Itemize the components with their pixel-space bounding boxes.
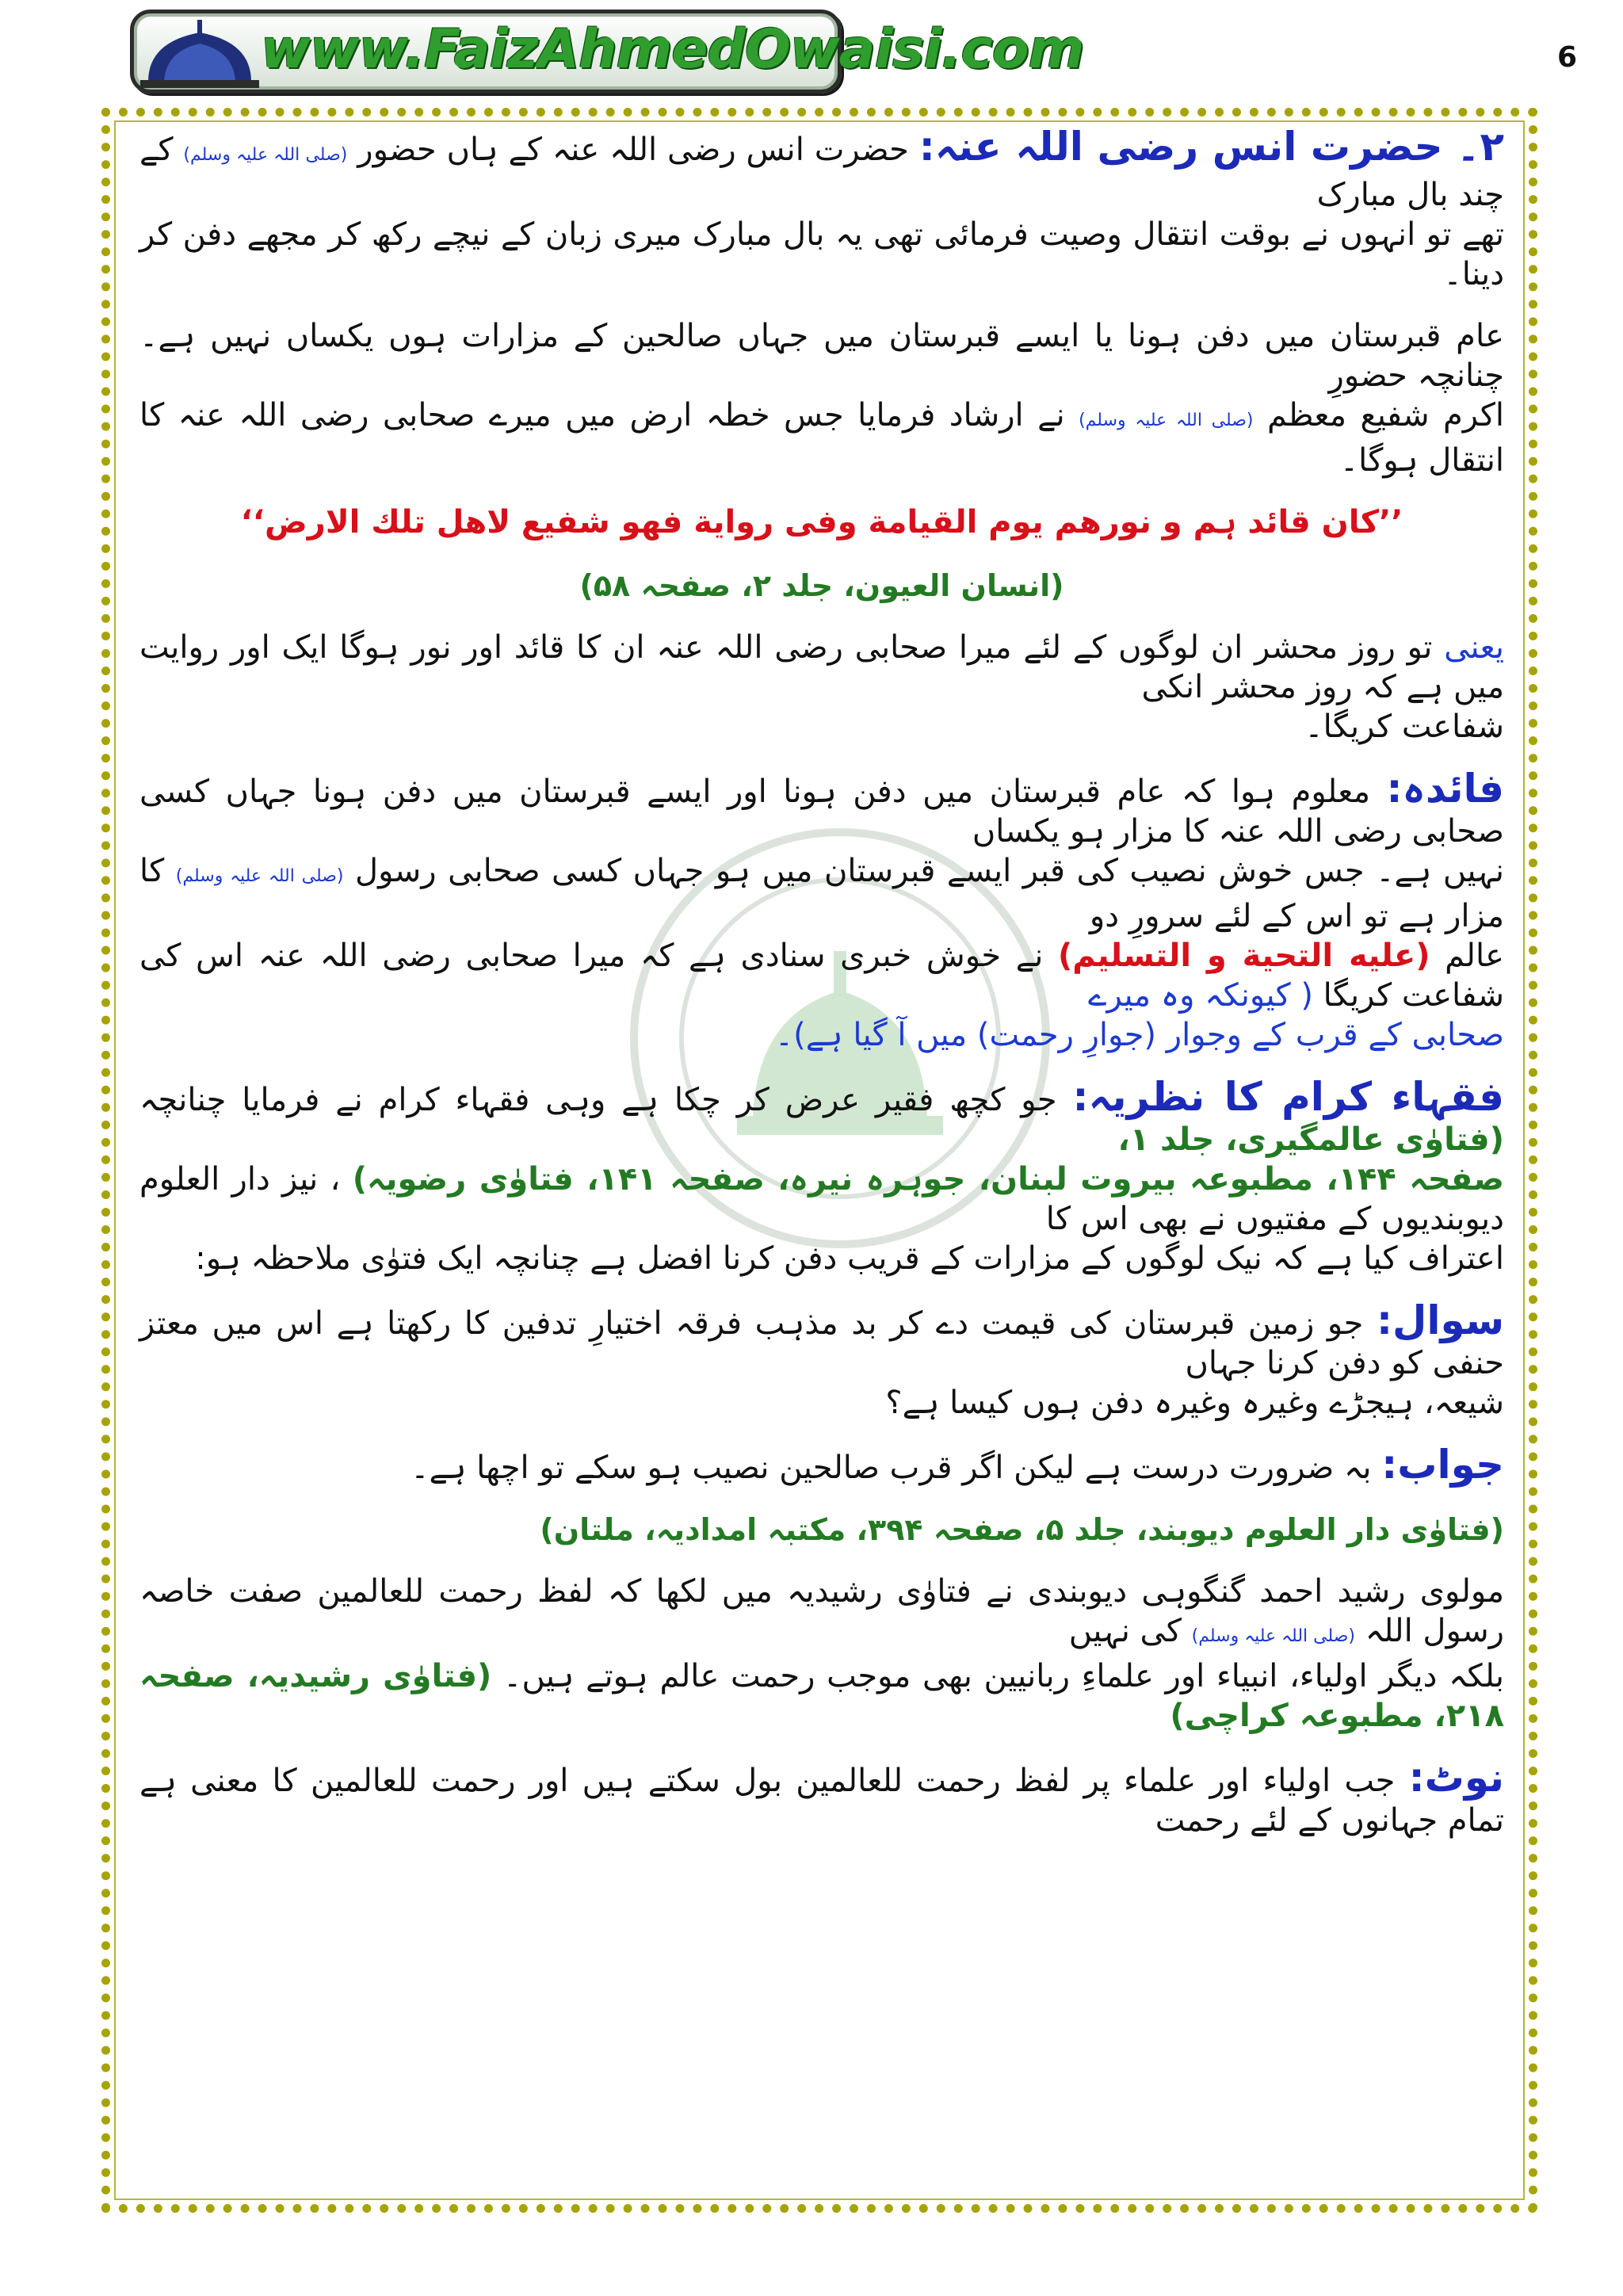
site-url: www.FaizAhmedOwaisi.com <box>261 18 1084 81</box>
meaning-word: یعنی <box>1444 629 1504 666</box>
salutation-mark: (صلی اللہ علیہ وسلم) <box>175 866 344 886</box>
salutation-mark: (صلی اللہ علیہ وسلم) <box>183 145 348 165</box>
page-number: 6 <box>1556 41 1577 74</box>
faida-line-2: نہیں ہے۔ جس خوش نصیب کی قبر ایسے قبرستان میں ہو جہاں کسی صحابی رسول (صلی اللہ علیہ وسلم) کا مزار ہے تو اس کے لئے سرورِ دو <box>139 853 1504 934</box>
paragraph-meaning-line-2: شفاعت کریگا۔ <box>1304 709 1504 745</box>
fuqaha-line-1: فقہاء کرام کا نظریہ: جو کچھ فقیر عرض کر چکا ہے وہی فقہاء کرام نے فرمایا چنانچہ (فتاوٰی عالمگیری، جلد ۱، <box>139 1074 1505 1158</box>
section-heading-anas: ۲۔ حضرت انس رضی اللہ عنہ: <box>918 124 1505 170</box>
dome-icon <box>140 18 259 90</box>
jawab-reference: (فتاوٰی دار العلوم دیوبند، جلد ۵، صفحہ ۳۹۴، مکتبہ امدادیہ، ملتان) <box>540 1512 1504 1547</box>
rashid-line-2: بلکہ دیگر اولیاء، انبیاء اور علماءِ ربانیین بھی موجب رحمت عالم ہوتے ہیں۔ (فتاوٰی رشیدیہ، صفحہ ۲۱۸، مطبوعہ کراچی) <box>139 1658 1505 1734</box>
section-heading-note: نوٹ: <box>1408 1755 1504 1801</box>
site-logo[interactable] <box>130 10 1084 94</box>
rashid-reference: (فتاوٰی رشیدیہ، صفحہ ۲۱۸، مطبوعہ کراچی) <box>139 1658 1504 1734</box>
faida-red-text: (علیه التحیة و التسلیم) <box>1058 938 1430 974</box>
jawab-line-1: جواب: بہ ضرورت درست ہے لیکن اگر قرب صالحین نصیب ہو سکے تو اچھا ہے۔ <box>411 1442 1504 1488</box>
salutation-mark: (صلی اللہ علیہ وسلم) <box>1079 411 1254 430</box>
fuqaha-line-2: صفحہ ۱۴۴، مطبوعہ بیروت لبنان، جوہرہ نیرہ، صفحہ ۱۴۱، فتاوٰی رضویہ) ، نیز دار العلوم دیوبندیوں کے مفتیوں نے بھی اس کا <box>139 1161 1504 1237</box>
faida-line-4: صحابی کے قرب کے وجوار (جوارِ رحمت) میں آ گیا ہے)۔ <box>774 1017 1504 1053</box>
sawal-line-2: شیعہ، ہیجڑے وغیرہ وغیرہ دفن ہوں کیسا ہے؟ <box>885 1385 1504 1421</box>
fuqaha-reference: (فتاوٰی عالمگیری، جلد ۱، <box>1117 1121 1504 1158</box>
paragraph-graveyard-line-1: عام قبرستان میں دفن ہونا یا ایسے قبرستان میں جہاں صالحین کے مزارات ہوں یکساں نہیں ہے۔ چنانچہ حضورِ <box>139 318 1504 394</box>
section-heading-faida: فائدہ: <box>1386 766 1505 812</box>
rashid-line-1: مولوی رشید احمد گنگوہی دیوبندی نے فتاوٰی رشیدیہ میں لکھا کہ لفظ رحمت للعالمین صفت خاصہ رسول اللہ (صلی اللہ علیہ وسلم) کی نہیں <box>139 1573 1504 1649</box>
arabic-quote: ’’کان قائد ہم و نورھم یوم القیامة وفی روایة فھو شفیع لاھل تلك الارض‘‘ <box>240 504 1403 541</box>
quote-reference: (انسان العیون، جلد ۲، صفحہ ۵۸) <box>579 568 1064 603</box>
salutation-mark: (صلی اللہ علیہ وسلم) <box>1191 1626 1356 1646</box>
faida-line-3: عالم (علیه التحیة و التسلیم) نے خوش خبری سنادی ہے کہ میرا صحابی رضی اللہ عنہ اس کی شفاعت کریگا ( کیونکہ وہ میرے <box>139 938 1505 1014</box>
page-content <box>139 124 1505 1840</box>
section-anas-line-2: تھے تو انہوں نے بوقت انتقال وصیت فرمائی تھی یہ بال مبارک میری زبان کے نیچے رکھ کر مجھے دفن کر دینا۔ <box>139 216 1504 292</box>
faida-line-1: فائدہ: معلوم ہوا کہ عام قبرستان میں دفن ہونا اور ایسے قبرستان میں دفن ہونا جہاں کسی صحابی رضی اللہ عنہ کا مزار ہو یکساں <box>139 766 1505 850</box>
sawal-line-1: سوال: جو زمین قبرستان کی قیمت دے کر بد مذہب فرقہ اختیارِ تدفین کا رکھتا ہے اس میں معتز حنفی کو دفن کرنا جہاں <box>139 1297 1505 1381</box>
section-heading-jawab: جواب: <box>1381 1442 1504 1488</box>
paragraph-graveyard-line-2: اکرم شفیع معظم (صلی اللہ علیہ وسلم) نے ارشاد فرمایا جس خطہ ارض میں میرے صحابی رضی اللہ عنہ کا انتقال ہوگا۔ <box>139 397 1505 479</box>
section-heading-fuqaha: فقہاء کرام کا نظریہ: <box>1072 1074 1505 1120</box>
fuqaha-reference-cont: صفحہ ۱۴۴، مطبوعہ بیروت لبنان، جوہرہ نیرہ، صفحہ ۱۴۱، فتاوٰی رضویہ) <box>352 1161 1504 1198</box>
section-anas-line-1: ۲۔ حضرت انس رضی اللہ عنہ: حضرت انس رضی اللہ عنہ کے ہاں حضور (صلی اللہ علیہ وسلم) کے چند بال مبارک <box>139 124 1505 213</box>
note-line-1: نوٹ: جب اولیاء اور علماء پر لفظ رحمت للعالمین بول سکتے ہیں اور رحمت للعالمین کا معنی ہے تمام جہانوں کے لئے رحمت <box>139 1755 1504 1839</box>
paragraph-meaning-line-1: یعنی تو روز محشر ان لوگوں کے لئے میرا صحابی رضی اللہ عنہ ان کا قائد اور نور ہوگا ایک اور روایت میں ہے کہ روز محشر انکی <box>139 629 1504 705</box>
section-heading-sawal: سوال: <box>1376 1297 1505 1343</box>
fuqaha-line-3: اعتراف کیا ہے کہ نیک لوگوں کے مزارات کے قریب دفن کرنا افضل ہے چنانچہ ایک فتوٰی ملاحظہ ہو: <box>195 1240 1504 1277</box>
faida-blue-text: ( کیونکہ وہ میرے <box>1088 977 1313 1014</box>
